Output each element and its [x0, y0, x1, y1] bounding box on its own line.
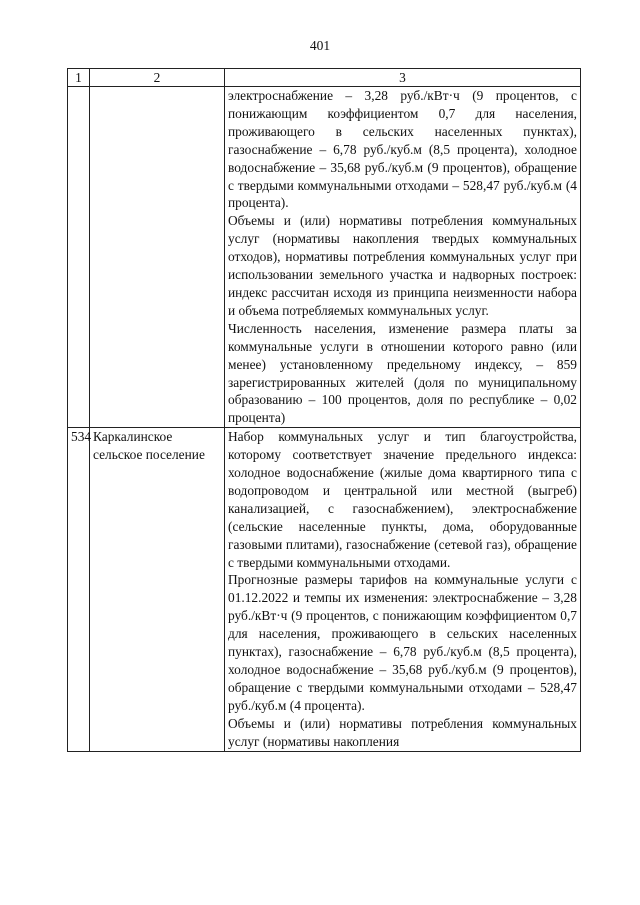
row-number [68, 87, 90, 428]
municipality-name: Каркалинское сельское поселение [90, 428, 225, 751]
description-paragraph: Объемы и (или) нормативы потребления коммунальных услуг (нормативы накопления [228, 715, 577, 749]
municipality-name [90, 87, 225, 428]
column-header-1: 1 [68, 69, 90, 87]
description-paragraph: Численность населения, изменение размера платы за коммунальные услуги в отношении которого равно (или менее) установленному предельному индексу, – 859 зарегистрированных жителей (доля по муниципальному образованию – 100 процентов, доля по республике – 0,02 процента) [228, 320, 577, 426]
column-header-3: 3 [225, 69, 581, 87]
description-paragraph: Прогнозные размеры тарифов на коммунальные услуги с 01.12.2022 и темпы их изменения: электроснабжение – 3,28 руб./кВт·ч (9 процентов, с понижающим коэффициентом 0,7 для населения, проживающего в сельских населенных пунктах), газоснабжение – 6,78 руб./куб.м (8,5 процента), холодное водоснабжение – 35,68 руб./куб.м (9 процентов), обращение с твердыми коммунальными отходами – 528,47 руб./куб.м (4 процента). [228, 572, 577, 713]
row-number: 534 [68, 428, 90, 751]
description-paragraph: электроснабжение – 3,28 руб./кВт·ч (9 процентов, с понижающим коэффициентом 0,7 для населения, проживающего в сельских населенных пунктах), газоснабжение – 6,78 руб./куб.м (8,5 процента), холодное водоснабжение – 35,68 руб./куб.м (9 процентов), обращение с твердыми коммунальными отходами – 528,47 руб./куб.м (4 процента). [228, 88, 577, 211]
description-paragraph: Объемы и (или) нормативы потребления коммунальных услуг (нормативы накопления твердых коммунальных отходов), нормативы потребления коммунальных услуг при использовании земельного участка и надворных построек: индекс рассчитан исходя из принципа неизменности набора и объема потребляемых коммунальных услуг. [228, 213, 577, 318]
table-row [68, 87, 581, 428]
table-header-row [68, 69, 581, 87]
column-header-2: 2 [90, 69, 225, 87]
description-paragraph: Набор коммунальных услуг и тип благоустройства, которому соответствует значение предельного индекса: холодное водоснабжение (жилые дома квартирного типа с водопроводом и центральной или местной (выгреб) канализацией, с газоснабжением), электроснабжение (сельские населенные пункты, дома, оборудованные газовыми плитами), газоснабжение (сетевой газ), обращение с твердыми коммунальными отходами. [228, 429, 577, 570]
page-number: 401 [309, 38, 331, 53]
table-row [68, 428, 581, 751]
row-description [225, 428, 581, 751]
tariff-table [67, 68, 581, 752]
row-description [225, 87, 581, 428]
